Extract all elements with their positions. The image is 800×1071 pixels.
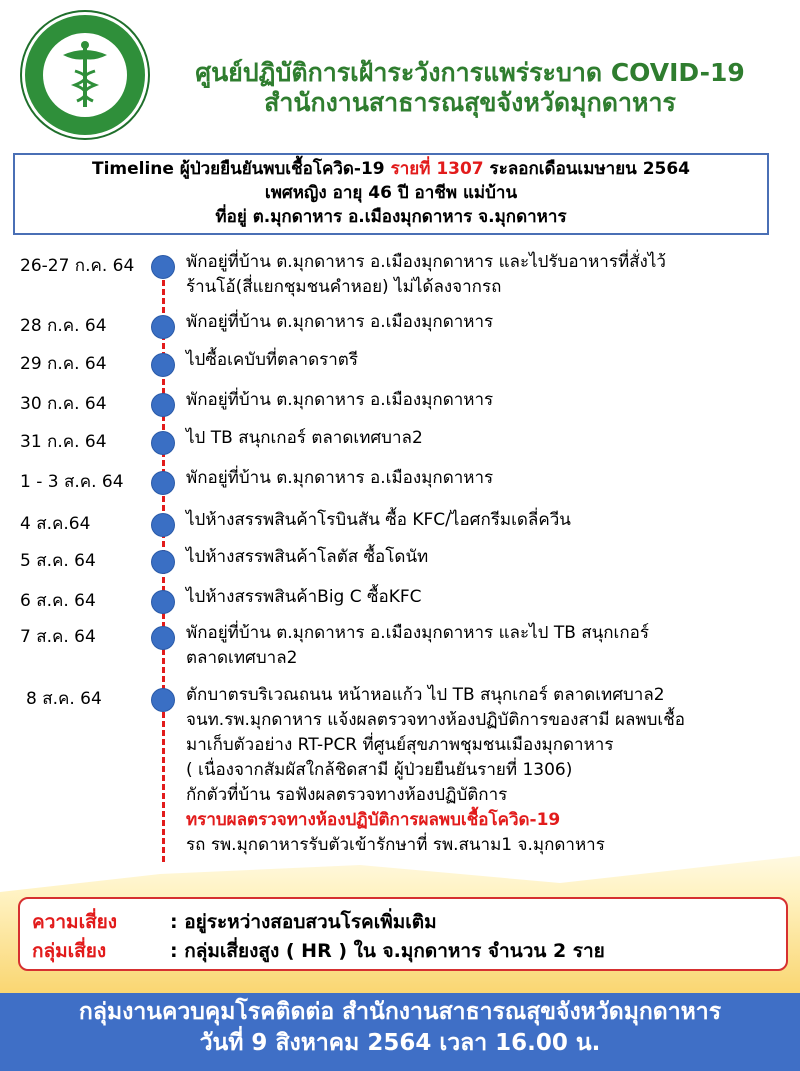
risk-group-label: กลุ่มเสี่ยง: [32, 940, 107, 962]
timeline-date: 26-27 ก.ค. 64: [20, 256, 135, 276]
timeline-description-line: ร้านโอ้(สี่แยกชุมชนคำหอย) ไม่ได้ลงจากรถ: [186, 277, 502, 297]
timeline-description-line: มาเก็บตัวอย่าง RT-PCR ที่ศูนย์สุขภาพชุมชนเมืองมุกดาหาร: [186, 735, 614, 755]
timeline-description: [186, 585, 786, 610]
caduceus-icon: [25, 15, 145, 135]
risk-label: ความเสี่ยง: [32, 911, 118, 933]
timeline-description-line: ไป TB สนุกเกอร์ ตลาดเทศบาล2: [186, 428, 423, 448]
timeline-description-line: พักอยู่ที่บ้าน ต.มุกดาหาร อ.เมืองมุกดาหาร: [186, 390, 494, 410]
timeline-dot-icon: [152, 394, 174, 416]
timeline-description-line: พักอยู่ที่บ้าน ต.มุกดาหาร อ.เมืองมุกดาหาร และไปรับอาหารที่สั่งไว้: [186, 252, 666, 272]
timeline-dot-icon: [152, 354, 174, 376]
timeline-dot-icon: [152, 432, 174, 454]
timeline-description-line: ( เนื่องจากสัมผัสใกล้ชิดสามี ผู้ป่วยยืนยันรายที่ 1306): [186, 760, 573, 780]
timeline-date: 4 ส.ค.64: [20, 514, 91, 534]
case-info-prefix: Timeline ผู้ป่วยยืนยันพบเชื้อโควิด-19: [91, 159, 391, 179]
timeline-dot-icon: [152, 256, 174, 278]
timeline-description-line: ตลาดเทศบาล2: [186, 648, 298, 668]
timeline-description: [186, 426, 786, 451]
case-info-box: [13, 153, 769, 235]
footer-banner: [0, 993, 800, 1071]
timeline-date: 28 ก.ค. 64: [20, 316, 107, 336]
timeline-description-line: กักตัวที่บ้าน รอฟังผลตรวจทางห้องปฏิบัติการ: [186, 785, 508, 805]
title-line-1: ศูนย์ปฏิบัติการเฝ้าระวังการแพร่ระบาด COVID-19: [195, 58, 745, 87]
timeline-dot-icon: [152, 316, 174, 338]
risk-group-line: [32, 936, 605, 966]
timeline-description-line: ตักบาตรบริเวณถนน หน้าหอแก้ว ไป TB สนุกเกอร์ ตลาดเทศบาล2: [186, 685, 665, 705]
timeline-date: 6 ส.ค. 64: [20, 591, 96, 611]
timeline-description: [186, 621, 786, 671]
timeline-description: [186, 508, 786, 533]
timeline-description-line: ไปซื้อเคบับที่ตลาดราตรี: [186, 350, 358, 370]
timeline-description: [186, 348, 786, 373]
timeline-description-line: พักอยู่ที่บ้าน ต.มุกดาหาร อ.เมืองมุกดาหาร และไป TB สนุกเกอร์: [186, 623, 650, 643]
timeline-description-line: ไปห้างสรรพสินค้าโลตัส ซื้อโดนัท: [186, 547, 429, 567]
timeline-date: 29 ก.ค. 64: [20, 354, 107, 374]
risk-line: [32, 907, 437, 937]
timeline-date: 5 ส.ค. 64: [20, 551, 96, 571]
timeline-description: [186, 545, 786, 570]
timeline-date: 30 ก.ค. 64: [20, 394, 107, 414]
case-number: รายที่ 1307: [390, 159, 484, 179]
timeline-date: 1 - 3 ส.ค. 64: [20, 472, 124, 492]
timeline-description: [186, 310, 786, 335]
risk-box: [18, 897, 788, 971]
case-info-suffix: ระลอกเดือนเมษายน 2564: [483, 159, 691, 179]
timeline-description-line: ไปห้างสรรพสินค้าโรบินสัน ซื้อ KFC/ไอศกรีมเดลี่ควีน: [186, 510, 571, 530]
timeline-dot-icon: [152, 627, 174, 649]
risk-group-value: : กลุ่มเสี่ยงสูง ( HR ) ใน จ.มุกดาหาร จำนวน 2 ราย: [170, 940, 605, 962]
timeline-dot-icon: [152, 591, 174, 613]
timeline-date: 7 ส.ค. 64: [20, 627, 96, 647]
page-title: [150, 58, 790, 118]
timeline-description: [186, 388, 786, 413]
timeline-description-line: รถ รพ.มุกดาหารรับตัวเข้ารักษาที่ รพ.สนาม1 จ.มุกดาหาร: [186, 835, 605, 855]
timeline-dot-icon: [152, 689, 174, 711]
timeline-description-line: พักอยู่ที่บ้าน ต.มุกดาหาร อ.เมืองมุกดาหาร: [186, 468, 494, 488]
timeline-description-line: ทราบผลตรวจทางห้องปฏิบัติการผลพบเชื้อโควิด-19: [186, 810, 561, 830]
timeline-date: 8 ส.ค. 64: [26, 689, 102, 709]
timeline-description-line: ไปห้างสรรพสินค้าBig C ซื้อKFC: [186, 587, 422, 607]
title-line-2: สำนักงานสาธารณสุขจังหวัดมุกดาหาร: [264, 88, 676, 117]
footer-line-1: กลุ่มงานควบคุมโรคติดต่อ สำนักงานสาธารณสุขจังหวัดมุกดาหาร: [78, 999, 722, 1025]
timeline-description: [186, 466, 786, 491]
timeline-description: [186, 250, 786, 300]
case-info-line-2: เพศหญิง อายุ 46 ปี อาชีพ แม่บ้าน: [264, 183, 518, 203]
timeline-dot-icon: [152, 472, 174, 494]
timeline-description-line: พักอยู่ที่บ้าน ต.มุกดาหาร อ.เมืองมุกดาหาร: [186, 312, 494, 332]
case-info-line-3: ที่อยู่ ต.มุกดาหาร อ.เมืองมุกดาหาร จ.มุกดาหาร: [215, 207, 567, 227]
case-info-line-1: [15, 157, 767, 181]
footer-line-2: วันที่ 9 สิงหาคม 2564 เวลา 16.00 น.: [199, 1030, 601, 1056]
timeline-dot-icon: [152, 551, 174, 573]
ministry-logo: [22, 12, 148, 138]
timeline-dot-icon: [152, 514, 174, 536]
timeline-date: 31 ก.ค. 64: [20, 432, 107, 452]
timeline-description: [186, 683, 786, 858]
risk-value: : อยู่ระหว่างสอบสวนโรคเพิ่มเติม: [170, 911, 437, 933]
timeline-description-line: จนท.รพ.มุกดาหาร แจ้งผลตรวจทางห้องปฏิบัติการของสามี ผลพบเชื้อ: [186, 710, 685, 730]
